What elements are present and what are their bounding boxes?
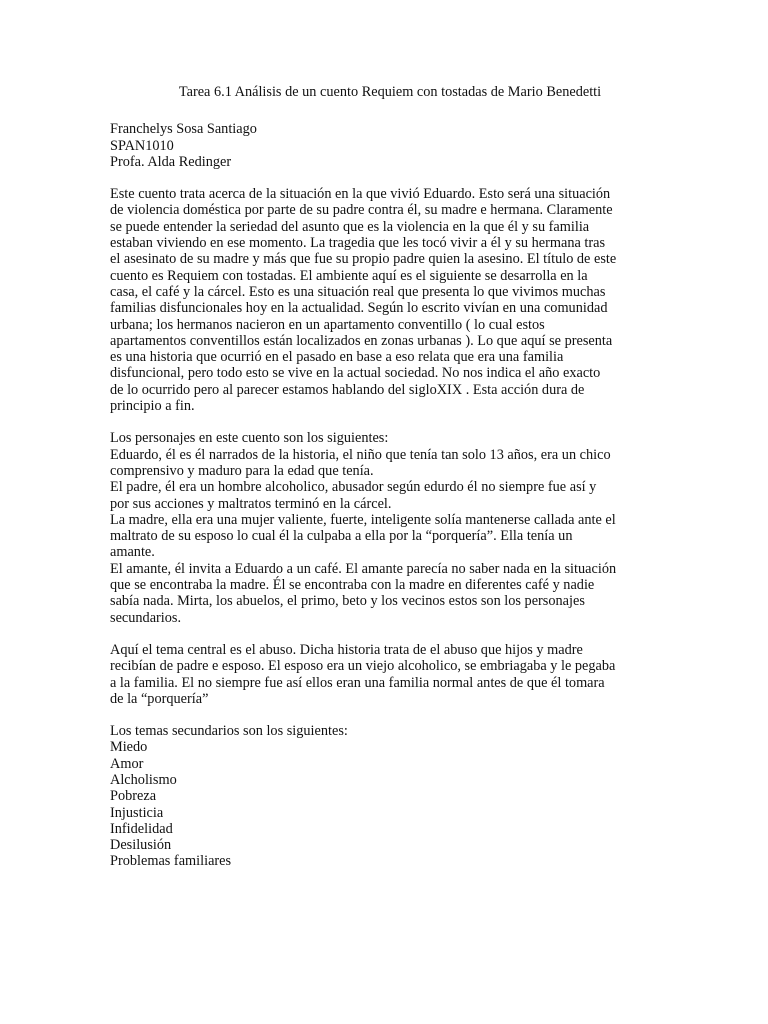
text-line: por sus acciones y maltratos terminó en la cárcel.: [110, 495, 392, 512]
text-line: es una historia que ocurrió en el pasado en base a eso relata que era una familia: [110, 349, 564, 366]
text-line: maltrato de su esposo lo cual él la culpaba a ella por la “porquería”. Ella tenía un: [110, 528, 573, 545]
paragraph-characters: [110, 430, 670, 626]
list-item: Desilusión: [110, 837, 172, 854]
list-item: Injusticia: [110, 804, 164, 821]
text-line: casa, el café y la cárcel. Esto es una situación real que presenta lo que vivimos muchas: [110, 283, 606, 300]
list-heading: Los temas secundarios son los siguientes:: [110, 723, 348, 740]
list-item: Alcholismo: [110, 771, 177, 788]
list-item: Infidelidad: [110, 820, 173, 837]
spacer: [110, 707, 670, 723]
document-title: Tarea 6.1 Análisis de un cuento Requiem con tostadas de Mario Benedetti: [178, 84, 602, 100]
list-item: Amor: [110, 755, 144, 772]
text-line: comprensivo y maduro para la edad que tenía.: [110, 462, 374, 479]
text-line: apartamentos conventillos están localizados en zonas urbanas ). Lo que aquí se presenta: [110, 332, 613, 349]
text-line: de violencia doméstica por parte de su padre contra él, su madre e hermana. Claramente: [110, 202, 613, 219]
spacer: [110, 626, 670, 642]
header-block: [110, 121, 670, 170]
text-line: de la “porquería”: [110, 690, 209, 707]
document-page: [110, 84, 670, 870]
text-line: disfuncional, pero todo esto se vive en la actual sociedad. No nos indica el año exacto: [110, 365, 601, 382]
paragraph-theme: [110, 642, 670, 707]
text-line: El amante, él invita a Eduardo a un café. El amante parecía no saber nada en la situación: [110, 560, 617, 577]
text-line: de lo ocurrido pero al parecer estamos hablando del sigloXIX . Esta acción dura de: [110, 381, 585, 398]
author-name: Franchelys Sosa Santiago: [110, 121, 257, 138]
text-line: estaban viviendo en ese momento. La tragedia que les tocó vivir a él y su hermana tras: [110, 235, 606, 252]
secondary-themes-list: [110, 723, 670, 870]
course-code: SPAN1010: [110, 137, 174, 154]
text-line: secundarios.: [110, 609, 182, 626]
text-line: El padre, él era un hombre alcoholico, abusador según edurdo él no siempre fue así y: [110, 479, 597, 496]
text-line: Aquí el tema central es el abuso. Dicha historia trata de el abuso que hijos y madre: [110, 641, 583, 658]
list-item: Problemas familiares: [110, 853, 232, 870]
text-line: recibían de padre e esposo. El esposo era un viejo alcoholico, se embriagaba y le pegaba: [110, 658, 616, 675]
text-line: Este cuento trata acerca de la situación en la que vivió Eduardo. Esto será una situación: [110, 186, 611, 203]
text-line: familias disfuncionales hoy en la actualidad. Según lo escrito vivían en una comunidad: [110, 300, 608, 317]
list-item: Miedo: [110, 739, 148, 756]
text-line: principio a fin.: [110, 398, 195, 415]
list-item: Pobreza: [110, 788, 157, 805]
paragraph-setting: [110, 186, 670, 414]
spacer: [110, 170, 670, 186]
text-line: Eduardo, él es él narrados de la historia, el niño que tenía tan solo 13 años, era un chico: [110, 446, 611, 463]
text-line: el asesinato de su madre y más que fue su propio padre quien la asesino. El título de este: [110, 251, 617, 268]
text-line: Los personajes en este cuento son los siguientes:: [110, 430, 389, 447]
text-line: La madre, ella era una mujer valiente, fuerte, inteligente solía mantenerse callada ante el: [110, 511, 616, 528]
spacer: [110, 414, 670, 430]
text-line: amante.: [110, 544, 155, 561]
professor-name: Profa. Alda Redinger: [110, 153, 232, 170]
text-line: cuento es Requiem con tostadas. El ambiente aquí es el siguiente se desarrolla en la: [110, 267, 588, 284]
text-line: que se encontraba la madre. Él se encontraba con la madre en diferentes café y nadie: [110, 577, 595, 594]
text-line: urbana; los hermanos nacieron en un apartamento conventillo ( lo cual estos: [110, 316, 545, 333]
text-line: sabía nada. Mirta, los abuelos, el primo, beto y los vecinos estos son los personajes: [110, 593, 585, 610]
text-line: se puede entender la seriedad del asunto que es la violencia en la que él y su familia: [110, 218, 590, 235]
text-line: a la familia. El no siempre fue así ellos eran una familia normal antes de que él tomara: [110, 674, 605, 691]
